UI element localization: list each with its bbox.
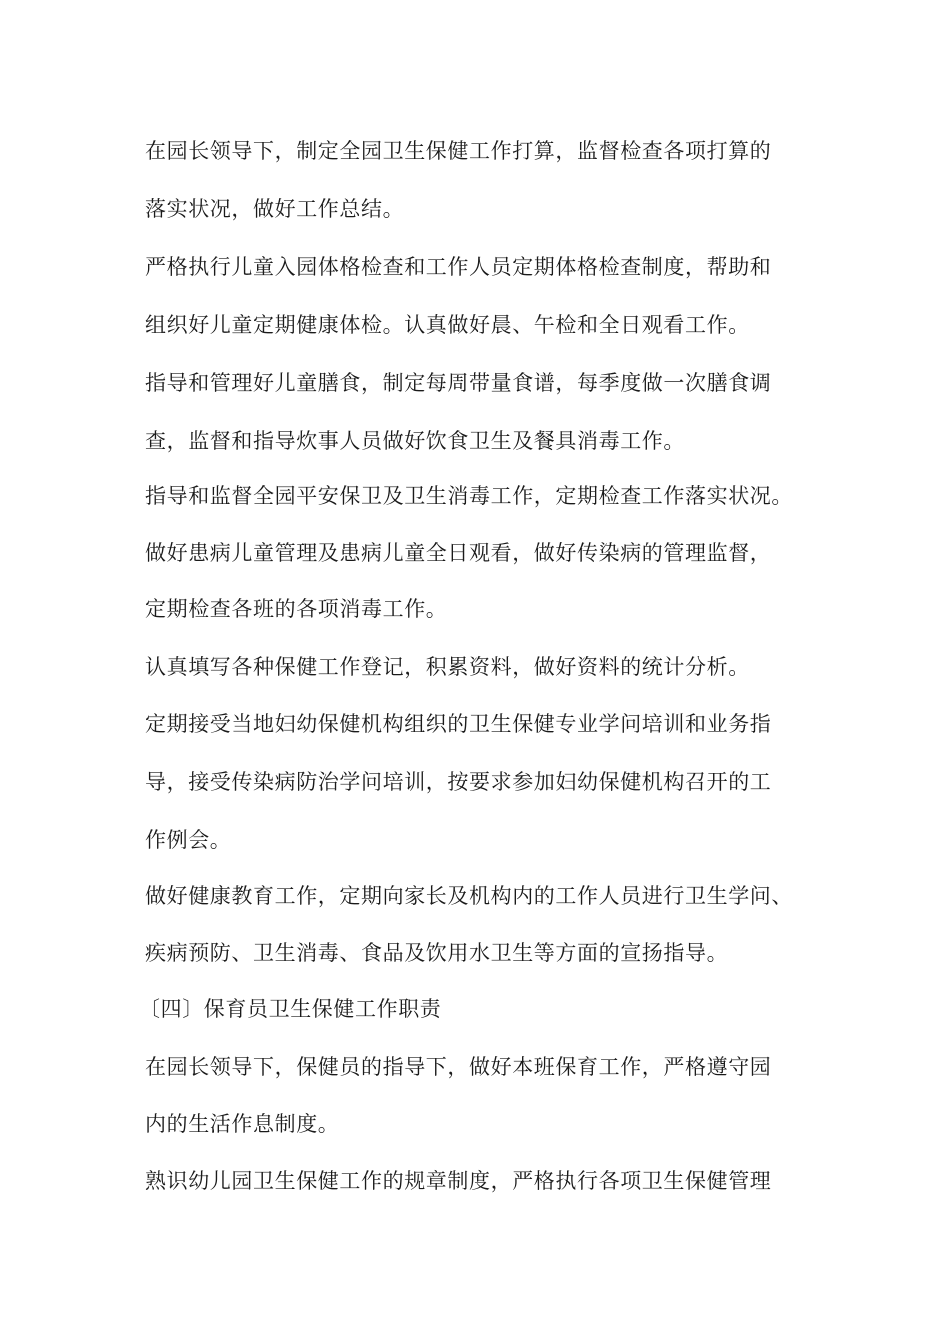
paragraph-line: 在园长领导下，制定全园卫生保健工作打算，监督检查各项打算的 bbox=[145, 139, 772, 163]
paragraph-line: 严格执行儿童入园体格检查和工作人员定期体格检查制度，帮助和 bbox=[145, 255, 772, 279]
paragraph-line: 做好患病儿童管理及患病儿童全日观看，做好传染病的管理监督， bbox=[145, 541, 772, 565]
paragraph-line: 定期检查各班的各项消毒工作。 bbox=[145, 597, 448, 621]
paragraph-line: 组织好儿童定期健康体检。认真做好晨、午检和全日观看工作。 bbox=[145, 313, 750, 337]
paragraph-line: 指导和监督全园平安保卫及卫生消毒工作，定期检查工作落实状况。 bbox=[145, 484, 793, 508]
paragraph-line: 查，监督和指导炊事人员做好饮食卫生及餐具消毒工作。 bbox=[145, 429, 685, 453]
paragraph-line: 认真填写各种保健工作登记，积累资料，做好资料的统计分析。 bbox=[145, 655, 750, 679]
paragraph-line: 作例会。 bbox=[145, 828, 232, 852]
paragraph-line: 熟识幼儿园卫生保健工作的规章制度，严格执行各项卫生保健管理 bbox=[145, 1169, 772, 1193]
section-heading: 〔四〕保育员卫生保健工作职责 bbox=[139, 997, 442, 1021]
paragraph-line: 在园长领导下，保健员的指导下，做好本班保育工作，严格遵守园 bbox=[145, 1055, 772, 1079]
paragraph-line: 疾病预防、卫生消毒、食品及饮用水卫生等方面的宣扬指导。 bbox=[145, 941, 729, 965]
paragraph-line: 定期接受当地妇幼保健机构组织的卫生保健专业学问培训和业务指 bbox=[145, 712, 772, 736]
paragraph-line: 落实状况，做好工作总结。 bbox=[145, 197, 405, 221]
paragraph-line: 指导和管理好儿童膳食，制定每周带量食谱，每季度做一次膳食调 bbox=[145, 371, 772, 395]
paragraph-line: 导，接受传染病防治学问培训，按要求参加妇幼保健机构召开的工 bbox=[145, 770, 772, 794]
paragraph-line: 内的生活作息制度。 bbox=[145, 1112, 340, 1136]
paragraph-line: 做好健康教育工作，定期向家长及机构内的工作人员进行卫生学问、 bbox=[145, 884, 793, 908]
